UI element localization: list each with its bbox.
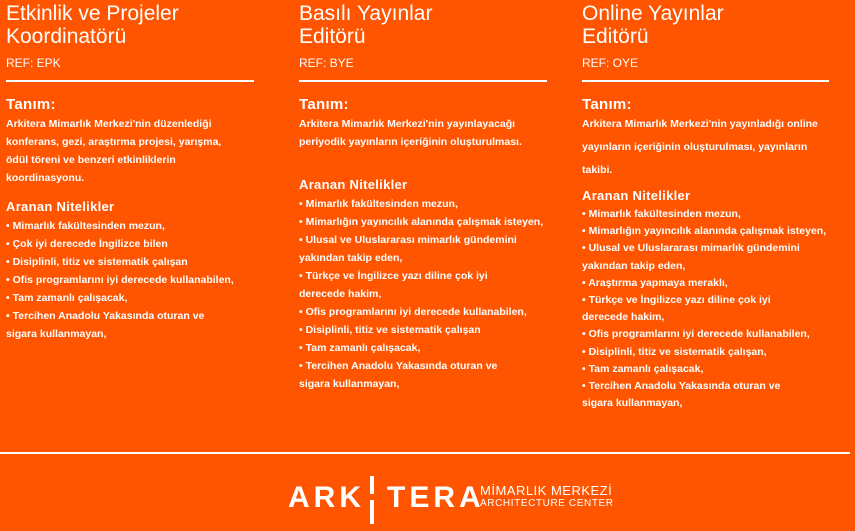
arkitera-logo bbox=[288, 476, 618, 526]
requirement-item: • Ulusal ve Uluslararası mimarlık gündemini bbox=[299, 234, 517, 246]
requirement-item: • Disiplinli, titiz ve sistematik çalışan bbox=[6, 256, 188, 268]
definition-line: Arkitera Mimarlık Merkezi'nin düzenlediği bbox=[6, 118, 212, 130]
requirements-list bbox=[6, 217, 276, 343]
requirements-heading: Aranan Nitelikler bbox=[6, 199, 115, 214]
requirement-item: • Mimarlık fakültesinden mezun, bbox=[299, 198, 458, 210]
requirement-item: • Türkçe ve İngilizce yazı diline çok iyi bbox=[299, 270, 488, 282]
requirement-item: • Mimarlığın yayıncılık alanında çalışmak isteyen, bbox=[299, 216, 544, 228]
requirement-item: • Tercihen Anadolu Yakasında oturan ve bbox=[582, 380, 781, 393]
job-ref-code: REF: EPK bbox=[6, 56, 61, 70]
job-title bbox=[582, 2, 855, 48]
definition-line: konferans, gezi, araştırma projesi, yarışma, bbox=[6, 136, 222, 148]
requirement-item: sigara kullanmayan, bbox=[299, 378, 400, 390]
definition-line: ödül töreni ve benzeri etkinliklerin bbox=[6, 154, 176, 166]
job-title bbox=[299, 2, 569, 48]
requirement-item: • Tercihen Anadolu Yakasında oturan ve bbox=[6, 310, 205, 322]
logo-word-right: TERA bbox=[387, 481, 485, 514]
definition-line: takibi. bbox=[582, 164, 613, 176]
requirement-item: • Ofis programlarını iyi derecede kullanabilen, bbox=[299, 306, 527, 318]
definition-line: Arkitera Mimarlık Merkezi'nin yayınladığı online bbox=[582, 118, 818, 130]
requirements-list bbox=[299, 195, 569, 393]
job-ref-code: REF: OYE bbox=[582, 56, 639, 70]
requirement-item: • Tam zamanlı çalışacak, bbox=[299, 342, 421, 354]
logo-subtitle-tr: MİMARLIK MERKEZİ bbox=[480, 483, 613, 498]
requirement-item: sigara kullanmayan, bbox=[582, 397, 683, 410]
requirement-item: yakından takip eden, bbox=[582, 259, 686, 272]
definition-text bbox=[582, 113, 855, 182]
definition-text bbox=[299, 115, 569, 151]
requirements-list bbox=[582, 206, 855, 412]
logo-subtitle-en: ARCHITECTURE CENTER bbox=[480, 498, 614, 509]
definition-line: periyodik yayınların içeriğinin oluşturulması. bbox=[299, 136, 522, 148]
requirement-item: • Tam zamanlı çalışacak, bbox=[582, 362, 704, 375]
definition-heading: Tanım: bbox=[299, 96, 349, 113]
logo-i-bar bbox=[370, 476, 374, 524]
requirement-item: • Araştırma yapmaya meraklı, bbox=[582, 276, 728, 289]
job-column-3 bbox=[582, 2, 855, 412]
section-divider bbox=[299, 80, 547, 82]
requirement-item: • Ofis programlarını iyi derecede kullanabilen, bbox=[6, 274, 234, 286]
requirement-item: • Türkçe ve İngilizce yazı diline çok iyi bbox=[582, 294, 771, 307]
definition-heading: Tanım: bbox=[6, 96, 56, 113]
job-column-1 bbox=[6, 2, 276, 343]
requirement-item: derecede hakim, bbox=[582, 311, 665, 324]
footer-divider bbox=[0, 452, 850, 454]
requirement-item: • Mimarlık fakültesinden mezun, bbox=[582, 208, 741, 220]
definition-heading: Tanım: bbox=[582, 96, 632, 113]
requirements-heading: Aranan Nitelikler bbox=[299, 177, 408, 192]
definition-line: Arkitera Mimarlık Merkezi'nin yayınlayacağı bbox=[299, 118, 516, 130]
requirement-item: • Ofis programlarını iyi derecede kullanabilen, bbox=[582, 328, 810, 341]
job-ref-code: REF: BYE bbox=[299, 56, 354, 70]
requirement-item: • Çok iyi derecede İngilizce bilen bbox=[6, 238, 168, 250]
job-title-line: Koordinatörü bbox=[6, 25, 127, 48]
logo-i-gap bbox=[369, 494, 375, 500]
definition-line: yayınların içeriğinin oluşturulması, yayınların bbox=[582, 141, 808, 153]
job-title-line: Editörü bbox=[299, 25, 366, 48]
job-title bbox=[6, 2, 276, 48]
requirement-item: • Ulusal ve Uluslararası mimarlık gündemini bbox=[582, 242, 800, 255]
requirement-item: yakından takip eden, bbox=[299, 252, 403, 264]
job-column-2 bbox=[299, 2, 569, 393]
requirement-item: • Disiplinli, titiz ve sistematik çalışan bbox=[299, 324, 481, 336]
requirement-item: • Disiplinli, titiz ve sistematik çalışan, bbox=[582, 345, 767, 358]
requirements-heading: Aranan Nitelikler bbox=[582, 188, 691, 203]
job-title-line: Online Yayınlar bbox=[582, 2, 724, 25]
logo-wordmark bbox=[288, 482, 485, 514]
section-divider bbox=[6, 80, 254, 82]
job-title-line: Editörü bbox=[582, 25, 649, 48]
requirement-item: derecede hakim, bbox=[299, 288, 382, 300]
section-divider bbox=[582, 80, 829, 82]
job-title-line: Etkinlik ve Projeler bbox=[6, 2, 179, 25]
requirement-item: • Mimarlık fakültesinden mezun, bbox=[6, 220, 165, 232]
definition-text bbox=[6, 115, 276, 187]
definition-line: koordinasyonu. bbox=[6, 172, 85, 184]
logo-word-left: ARK bbox=[288, 481, 365, 514]
job-title-line: Basılı Yayınlar bbox=[299, 2, 433, 25]
requirement-item: • Tam zamanlı çalışacak, bbox=[6, 292, 128, 304]
requirement-item: • Mimarlığın yayıncılık alanında çalışmak isteyen, bbox=[582, 225, 827, 238]
requirement-item: sigara kullanmayan, bbox=[6, 328, 107, 340]
requirement-item: • Tercihen Anadolu Yakasında oturan ve bbox=[299, 360, 498, 372]
